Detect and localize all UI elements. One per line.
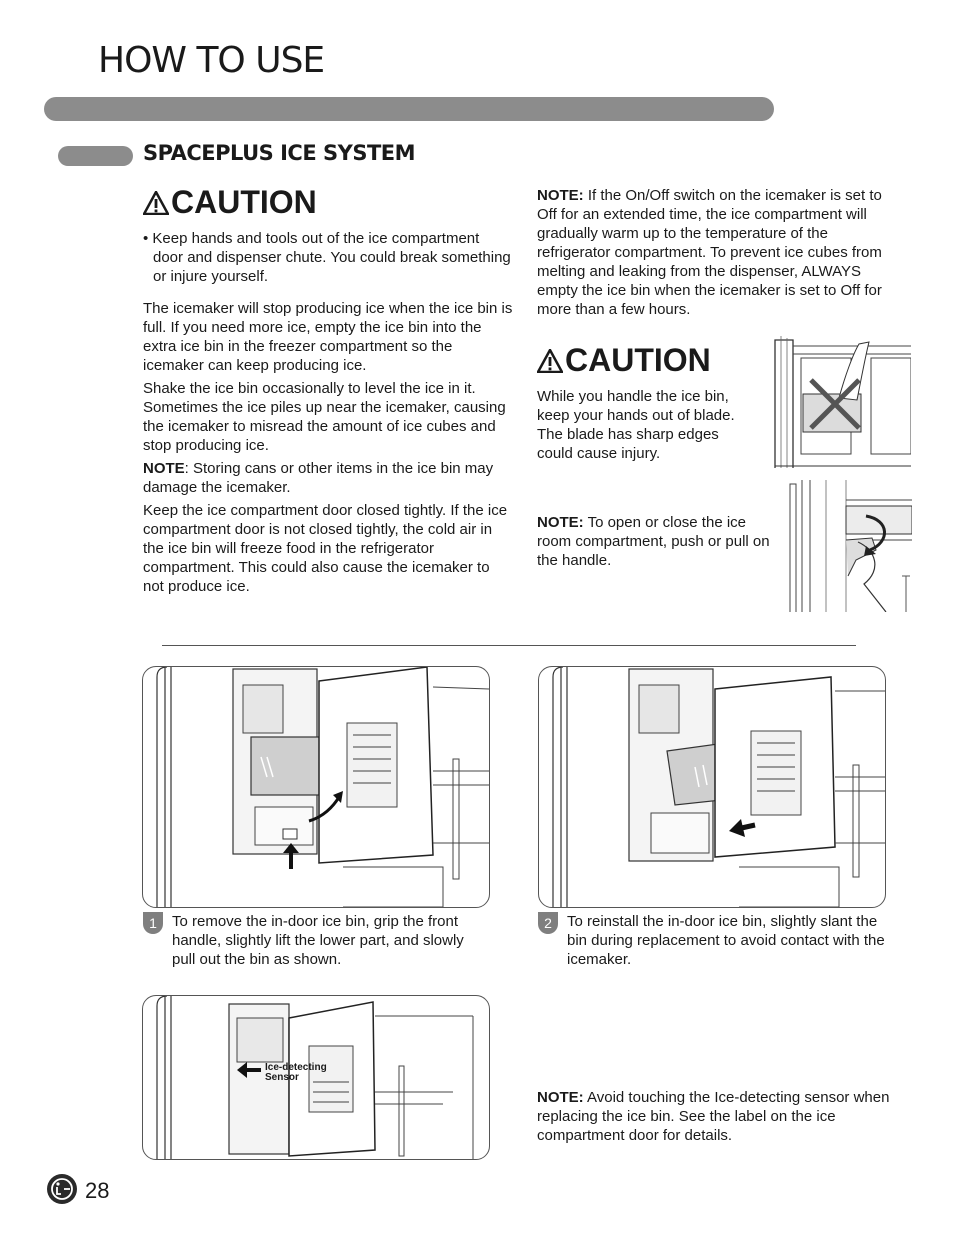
header-bar [44, 97, 774, 121]
note2-label: NOTE: [537, 514, 584, 531]
note-text: : Storing cans or other items in the ice bin may damage the icemaker. [143, 460, 494, 496]
note2-text: To open or close the ice room compartment, push or pull on the handle. [537, 514, 770, 569]
sensor-note [537, 1088, 909, 1145]
handle-illustration [786, 480, 912, 612]
bottom-note-text: Avoid touching the Ice-detecting sensor when replacing the ice bin. See the label on the ice compartment door for details. [537, 1089, 890, 1144]
page-number: 28 [85, 1178, 110, 1203]
storage-note [143, 459, 513, 497]
sensor-label-line1: Ice-detecting [265, 1062, 327, 1073]
handle-note [537, 513, 783, 570]
page-header-title: HOW TO USE [98, 40, 325, 81]
caution-label: CAUTION [565, 342, 711, 378]
step1-figure [142, 666, 490, 908]
bottom-note-label: NOTE: [537, 1089, 584, 1106]
icemaker-para: The icemaker will stop producing ice when the ice bin is full. If you need more ice, empty the ice bin into the extra ice bin in the freezer compartment so the icemaker can keep producing ice. [143, 300, 513, 374]
sensor-label-line2: Sensor [265, 1072, 299, 1083]
step2-figure [538, 666, 886, 908]
door-para: Keep the ice compartment door closed tightly. If the ice compartment door is not closed tightly, the cold air in the ice bin will freeze food in the refrigerator compartment. This could also cause the icemaker to not produce ice. [143, 502, 508, 595]
warning-icon [537, 349, 563, 373]
section-title: SPACEPLUS ICE SYSTEM [143, 141, 416, 165]
shake-para: Shake the ice bin occasionally to level the ice in it. Sometimes the ice piles up near the icemaker, causing the icemaker to misread the amount of ice cubes and stop producing ice. [143, 380, 506, 454]
caution-heading-right [537, 342, 711, 379]
left-column-text [143, 229, 513, 596]
section-divider [162, 645, 856, 646]
warning-icon [143, 191, 169, 215]
section-pill [58, 146, 133, 166]
note-label: NOTE [143, 460, 185, 477]
switch-note [537, 186, 903, 319]
caution-bullet: • Keep hands and tools out of the ice compartment door and dispenser chute. You could break something or injure yourself. [143, 230, 511, 285]
note1-text: If the On/Off switch on the icemaker is set to Off for an extended time, the ice compartment will gradually warm up to the temperature of the refrigerator compartment. To prevent ice cubes from melting and leaking from the dispenser, ALWAYS empty the ice bin when the icemaker is set to Off for more than a few hours. [537, 187, 882, 318]
sensor-label [265, 1063, 327, 1083]
step2-number: 2 [538, 912, 558, 934]
blade-warning-illustration [773, 336, 911, 468]
caution-label: CAUTION [171, 184, 317, 220]
step2-text: To reinstall the in-door ice bin, slightly slant the bin during replacement to avoid contact with the icemaker. [567, 913, 885, 968]
step1-text: To remove the in-door ice bin, grip the front handle, slightly lift the lower part, and slowly pull out the bin as shown. [172, 913, 464, 968]
caution-bullet-text: Keep hands and tools out of the ice compartment door and dispenser chute. You could break something or injure yourself. [152, 230, 511, 285]
lg-logo [46, 1173, 78, 1210]
step1-number: 1 [143, 912, 163, 934]
blade-caution-text: While you handle the ice bin, keep your hands out of blade. The blade has sharp edges could cause injury. [537, 388, 735, 462]
note1-label: NOTE: [537, 187, 584, 204]
caution-heading-left [143, 184, 317, 221]
